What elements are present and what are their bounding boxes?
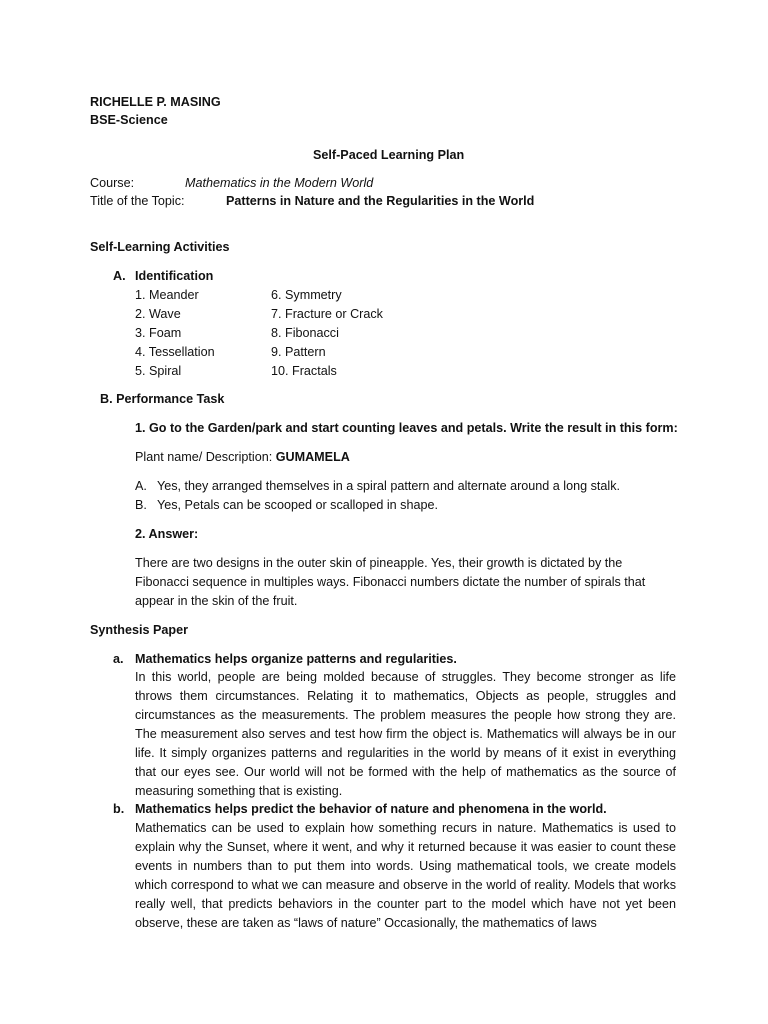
document-title: Self-Paced Learning Plan [313, 148, 465, 162]
identification-item: 1. Meander [135, 288, 199, 302]
identification-letter: A. [113, 269, 126, 283]
course-label: Course: [90, 176, 135, 190]
identification-heading: Identification [135, 269, 214, 283]
identification-item: 4. Tessellation [135, 345, 215, 359]
identification-item: 8. Fibonacci [271, 326, 339, 340]
identification-item: 10. Fractals [271, 364, 337, 378]
plant-description [135, 448, 350, 466]
synthesis-b-letter: b. [113, 802, 125, 816]
performance-question-2: 2. Answer: [135, 527, 199, 541]
synthesis-b-heading: Mathematics helps predict the behavior of nature and phenomena in the world. [135, 802, 607, 816]
synthesis-a-letter: a. [113, 652, 124, 666]
performance-task-heading: B. Performance Task [100, 392, 225, 406]
answer-text: Yes, they arranged themselves in a spiral pattern and alternate around a long stalk. [157, 479, 620, 493]
performance-question-1: 1. Go to the Garden/park and start counting leaves and petals. Write the result in this form: [135, 421, 678, 435]
synthesis-heading: Synthesis Paper [90, 623, 188, 637]
identification-item: 9. Pattern [271, 345, 326, 359]
synthesis-b-paragraph: Mathematics can be used to explain how something recurs in nature. Mathematics is used to explain why the Sunset, where it went, and why it returned because it was easier to count these events in numbers than to put them into words. Using mathematical tools, we create models which correspond to what we can measure and observe in the world of reality. Models that works really well, that predicts behaviors in the counter part to the model which have not yet been observe, these are taken as “laws of nature” Occasionally, the mathematics of laws [135, 821, 676, 930]
author-program: BSE-Science [90, 113, 168, 127]
identification-item: 5. Spiral [135, 364, 182, 378]
plant-value: GUMAMELA [275, 450, 350, 464]
answer-letter: A. [135, 479, 147, 493]
topic-label: Title of the Topic: [90, 194, 185, 208]
identification-item: 2. Wave [135, 307, 181, 321]
answer-text: Yes, Petals can be scooped or scalloped in shape. [157, 498, 438, 512]
identification-item: 7. Fracture or Crack [271, 307, 383, 321]
synthesis-a-paragraph: In this world, people are being molded because of struggles. They become stronger as life throws them circumstances. Relating it to mathematics, Objects as people, struggles and circumstances as the measurements. The problem measures the people how strong they are. The measurement also serves and test how firm the object is. Mathematics will always be in our life. It simply organizes patterns and regularities in the world by means of it exist in everything that our eyes see. Our world will not be formed with the help of mathematics as the source of measuring something that is existing. [135, 670, 676, 798]
author-name: RICHELLE P. MASING [90, 95, 221, 109]
activities-heading: Self-Learning Activities [90, 240, 230, 254]
topic-value: Patterns in Nature and the Regularities in the World [226, 194, 535, 208]
answer-letter: B. [135, 498, 147, 512]
answer-2-paragraph: There are two designs in the outer skin of pineapple. Yes, their growth is dictated by the Fibonacci sequence in multiples ways. Fibonacci numbers dictate the number of spirals that appear in the skin of the fruit. [135, 556, 646, 608]
course-value: Mathematics in the Modern World [185, 176, 374, 190]
plant-label: Plant name/ Description: [135, 450, 276, 464]
synthesis-a-heading: Mathematics helps organize patterns and regularities. [135, 652, 457, 666]
identification-item: 3. Foam [135, 326, 182, 340]
identification-item: 6. Symmetry [271, 288, 342, 302]
